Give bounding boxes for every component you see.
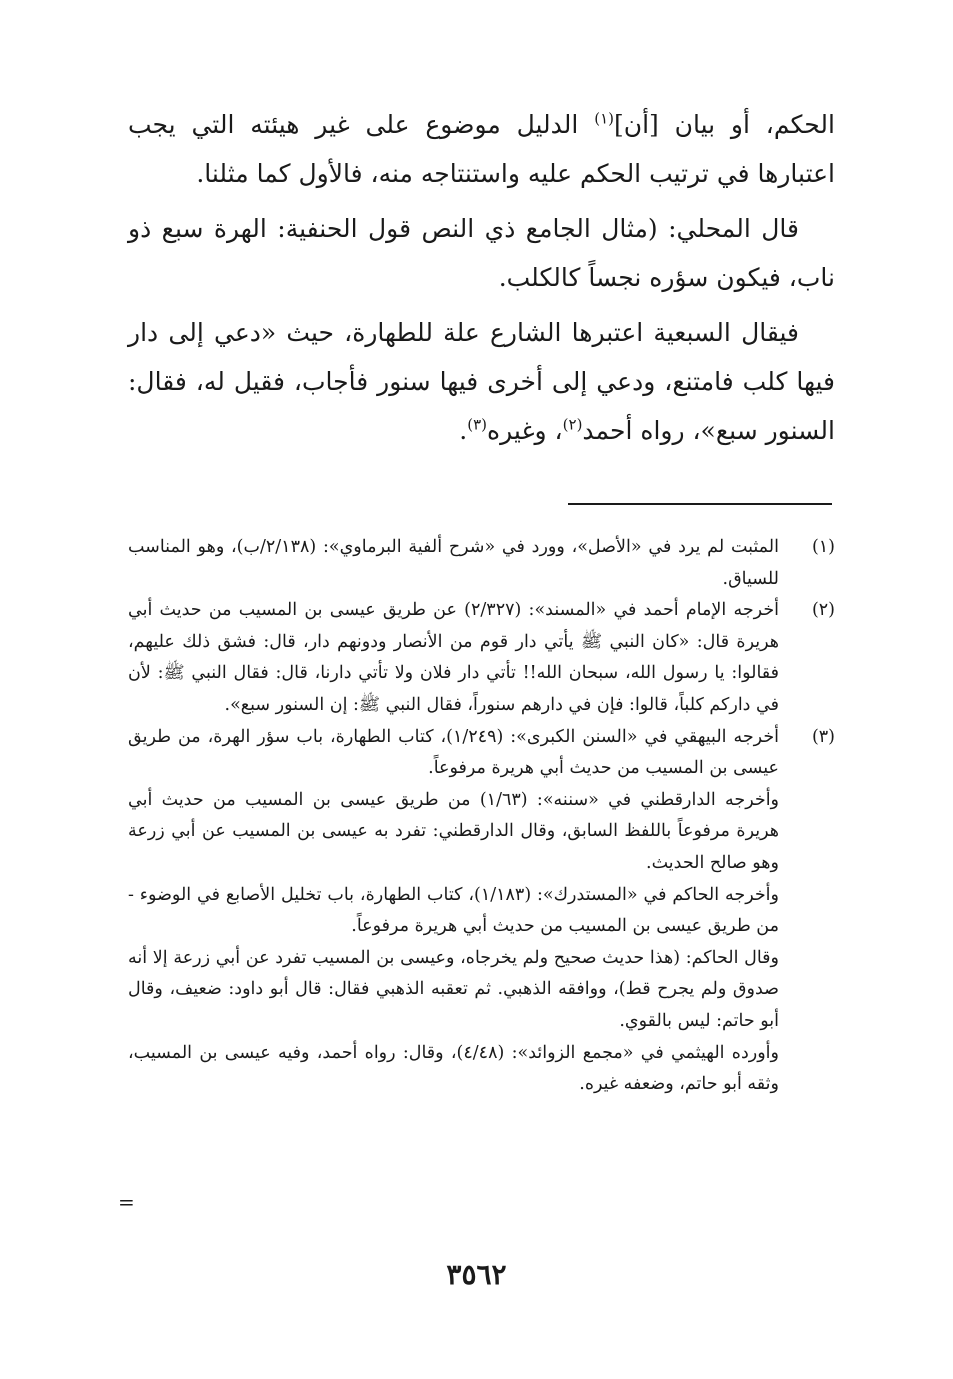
- footnote-ref-3[interactable]: (٣): [467, 415, 488, 434]
- p3-text-a: فيقال السبعية اعتبرها الشارع علة للطهارة، حيث «دعي إلى دار فيها كلب فامتنع، ودعي إلى أخرى فيها سنور فأجاب، فقيل له، فقال: السنور سبع»، رواه أحمد: [128, 318, 835, 445]
- footnote-3-paragraph-4: وقال الحاكم: (هذا حديث صحيح ولم يخرجاه، وعيسى بن المسيب تفرد عن أبي زرعة إلا أنه صدوق ولم يجرح قط)، ووافقه الذهبي. ثم تعقبه الذهبي فقال: قال أبو داود: ضعيف، وقال أبو حاتم: ليس بالقوي.: [128, 947, 779, 1031]
- footnote-ref-2[interactable]: (٢): [562, 415, 583, 434]
- paragraph-3: [128, 308, 835, 455]
- p3-text-b: ، وغيره: [487, 416, 563, 445]
- footnote-3-paragraph-5: وأورده الهيثمي في «مجمع الزوائد»: (٤/٤٨)، وقال: رواه أحمد، وفيه عيسى بن المسيب، وثقه أبو حاتم، وضعفه غيره.: [128, 1042, 779, 1095]
- footnote-2: [128, 595, 835, 721]
- footnote-3-paragraph-3: وأخرجه الحاكم في «المستدرك»: (١/١٨٣)، كتاب الطهارة، باب تخليل الأصابع في الوضوء - من طريق عيسى بن المسيب من حديث أبي هريرة مرفوعاً.: [128, 884, 779, 937]
- p1-text-b: الدليل موضوع على غير هيئته التي يجب اعتبارها في ترتيب الحكم عليه واستنتاجه منه، فالأول كما مثلنا.: [128, 110, 835, 188]
- footnote-separator: [568, 503, 832, 505]
- footnote-3-text: أخرجه البيهقي في «السنن الكبرى»: (١/٢٤٩)، كتاب الطهارة، باب سؤر الهرة، من طريق عيسى بن المسيب من حديث أبي هريرة مرفوعاً.: [128, 726, 780, 779]
- paragraph-1: [128, 100, 835, 198]
- paragraph-2: قال المحلي: (مثال الجامع ذي النص قول الحنفية: الهرة سبع ذو ناب، فيكون سؤره نجساً كالكلب.: [128, 214, 835, 292]
- footnote-3: [128, 722, 835, 785]
- footnote-number-1: (١): [811, 537, 835, 557]
- main-text: [128, 100, 835, 461]
- continuation-mark: =: [118, 1190, 135, 1214]
- page-number: ٣٥٦٢: [446, 1258, 507, 1291]
- p1-text-a: الحكم، أو بيان [أن]: [613, 110, 835, 139]
- p3-text-c: .: [459, 416, 468, 445]
- footnote-2-text: أخرجه الإمام أحمد في «المسند»: (٢/٣٢٧) عن طريق عيسى بن المسيب من حديث أبي هريرة قال: «كان النبي ﷺ يأتي دار قوم من الأنصار ودونهم دار، قال: فشق ذلك عليهم، فقالوا: يا رسول الله، سبحان الله!! تأتي دار فلان ولا تأتي دارنا، قال: فقال النبي ﷺ: لأن في داركم كلباً، قالوا: فإن في دارهم سنوراً، فقال النبي ﷺ: إن السنور سبع».: [128, 600, 779, 715]
- footnote-1-text: المثبت لم يرد في «الأصل»، وورد في «شرح ألفية البرماوي»: (٢/١٣٨/ب)، وهو المناسب للسياق.: [128, 537, 779, 589]
- footnote-3-paragraph-2: وأخرجه الدارقطني في «سننه»: (١/٦٣) من طريق عيسى بن المسيب من حديث أبي هريرة مرفوعاً باللفظ السابق، وقال الدارقطني: تفرد به عيسى بن المسيب عن أبي زرعة وهو صالح الحديث.: [128, 789, 780, 873]
- footnote-number-3: (٣): [811, 726, 835, 747]
- footnote-number-2: (٢): [811, 600, 835, 621]
- footnote-3-continuation: [128, 785, 835, 1101]
- footnote-ref-1[interactable]: (١): [594, 109, 614, 128]
- footnotes: [128, 532, 835, 1101]
- footnote-1: [128, 532, 835, 595]
